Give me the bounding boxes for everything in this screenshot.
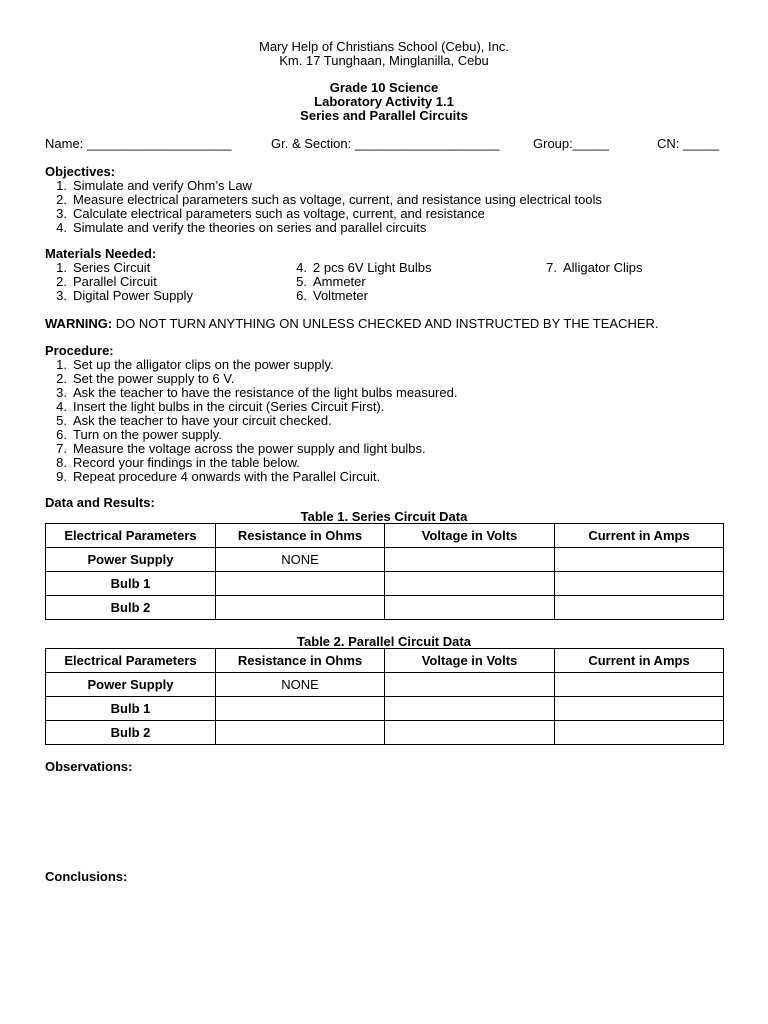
table-cell: NONE [216,548,385,572]
row-label: Bulb 1 [46,572,216,596]
table-header-cell: Resistance in Ohms [216,524,385,548]
objectives-heading: Objectives: [45,164,116,179]
table-cell[interactable] [385,673,555,697]
table-cell: NONE [216,673,385,697]
table-row [46,721,724,745]
list-item: 1. Simulate and verify Ohm’s Law [56,178,252,193]
list-item: 2. Measure electrical parameters such as voltage, current, and resistance using electrical tools [56,192,602,207]
row-label: Bulb 2 [46,596,216,620]
objectives-list [50,179,602,235]
list-item: 7. Alligator Clips [546,260,643,275]
list-item: 1. Set up the alligator clips on the power supply. [56,357,334,372]
list-item: 6. Turn on the power supply. [56,427,222,442]
table-header-cell: Current in Amps [555,524,724,548]
series-circuit-table [45,523,724,620]
list-item: 6. Voltmeter [296,288,368,303]
table-cell[interactable] [555,596,724,620]
materials-heading: Materials Needed: [45,246,157,261]
table-cell[interactable] [385,572,555,596]
list-item: 3. Ask the teacher to have the resistance of the light bulbs measured. [56,385,458,400]
table-cell[interactable] [216,596,385,620]
table-cell[interactable] [555,673,724,697]
name-field[interactable]: Name: ____________________ [45,136,232,151]
table-cell[interactable] [555,697,724,721]
table-header-row [46,649,724,673]
table-cell[interactable] [385,721,555,745]
procedure-heading: Procedure: [45,343,114,358]
observations-heading: Observations: [45,759,133,774]
procedure-list [50,358,457,484]
warning-label: WARNING: [45,316,113,331]
conclusions-heading: Conclusions: [45,869,128,884]
table-header-row [46,524,724,548]
table-header-cell: Electrical Parameters [46,524,216,548]
table-cell[interactable] [555,548,724,572]
school-name: Mary Help of Christians School (Cebu), Inc. [259,39,509,54]
materials-col3 [540,261,642,275]
list-item: 4. 2 pcs 6V Light Bulbs [296,260,432,275]
row-label: Bulb 2 [46,721,216,745]
table-cell[interactable] [385,596,555,620]
table1-caption: Table 1. Series Circuit Data [300,509,468,524]
list-item: 4. Insert the light bulbs in the circuit (Series Circuit First). [56,399,385,414]
list-item: 8. Record your findings in the table below. [56,455,300,470]
warning-line [45,317,659,331]
table-header-cell: Voltage in Volts [385,649,555,673]
section-field[interactable]: Gr. & Section: ____________________ [271,136,500,151]
table-header-cell: Voltage in Volts [385,524,555,548]
table-header-cell: Electrical Parameters [46,649,216,673]
table-cell[interactable] [555,572,724,596]
table-cell[interactable] [216,572,385,596]
table2-caption: Table 2. Parallel Circuit Data [297,634,471,649]
table-row [46,596,724,620]
table-cell[interactable] [555,721,724,745]
materials-col1 [50,261,193,303]
data-results-heading: Data and Results: [45,495,155,510]
table-cell[interactable] [385,697,555,721]
grade-title: Grade 10 Science [329,80,439,95]
table-row [46,548,724,572]
list-item: 3. Calculate electrical parameters such as voltage, current, and resistance [56,206,485,221]
table-cell[interactable] [216,721,385,745]
row-label: Power Supply [46,673,216,697]
topic-title: Series and Parallel Circuits [300,108,468,123]
list-item: 2. Parallel Circuit [56,274,157,289]
row-label: Power Supply [46,548,216,572]
list-item: 7. Measure the voltage across the power supply and light bulbs. [56,441,426,456]
table-header-cell: Current in Amps [555,649,724,673]
activity-title: Laboratory Activity 1.1 [314,94,454,109]
list-item: 4. Simulate and verify the theories on series and parallel circuits [56,220,427,235]
list-item: 3. Digital Power Supply [56,288,193,303]
table-header-cell: Resistance in Ohms [216,649,385,673]
table-cell[interactable] [385,548,555,572]
cn-field[interactable]: CN: _____ [657,136,720,151]
list-item: 5. Ask the teacher to have your circuit checked. [56,413,332,428]
parallel-circuit-table [45,648,724,745]
row-label: Bulb 1 [46,697,216,721]
table-row [46,697,724,721]
table-cell[interactable] [216,697,385,721]
school-address: Km. 17 Tunghaan, Minglanilla, Cebu [279,53,489,68]
list-item: 1. Series Circuit [56,260,151,275]
list-item: 2. Set the power supply to 6 V. [56,371,235,386]
group-field[interactable]: Group:_____ [533,136,609,151]
materials-col2 [290,261,432,303]
table-row [46,673,724,697]
list-item: 9. Repeat procedure 4 onwards with the Parallel Circuit. [56,469,381,484]
table-row [46,572,724,596]
warning-text: DO NOT TURN ANYTHING ON UNLESS CHECKED AND INSTRUCTED BY THE TEACHER. [112,316,659,331]
list-item: 5. Ammeter [296,274,366,289]
